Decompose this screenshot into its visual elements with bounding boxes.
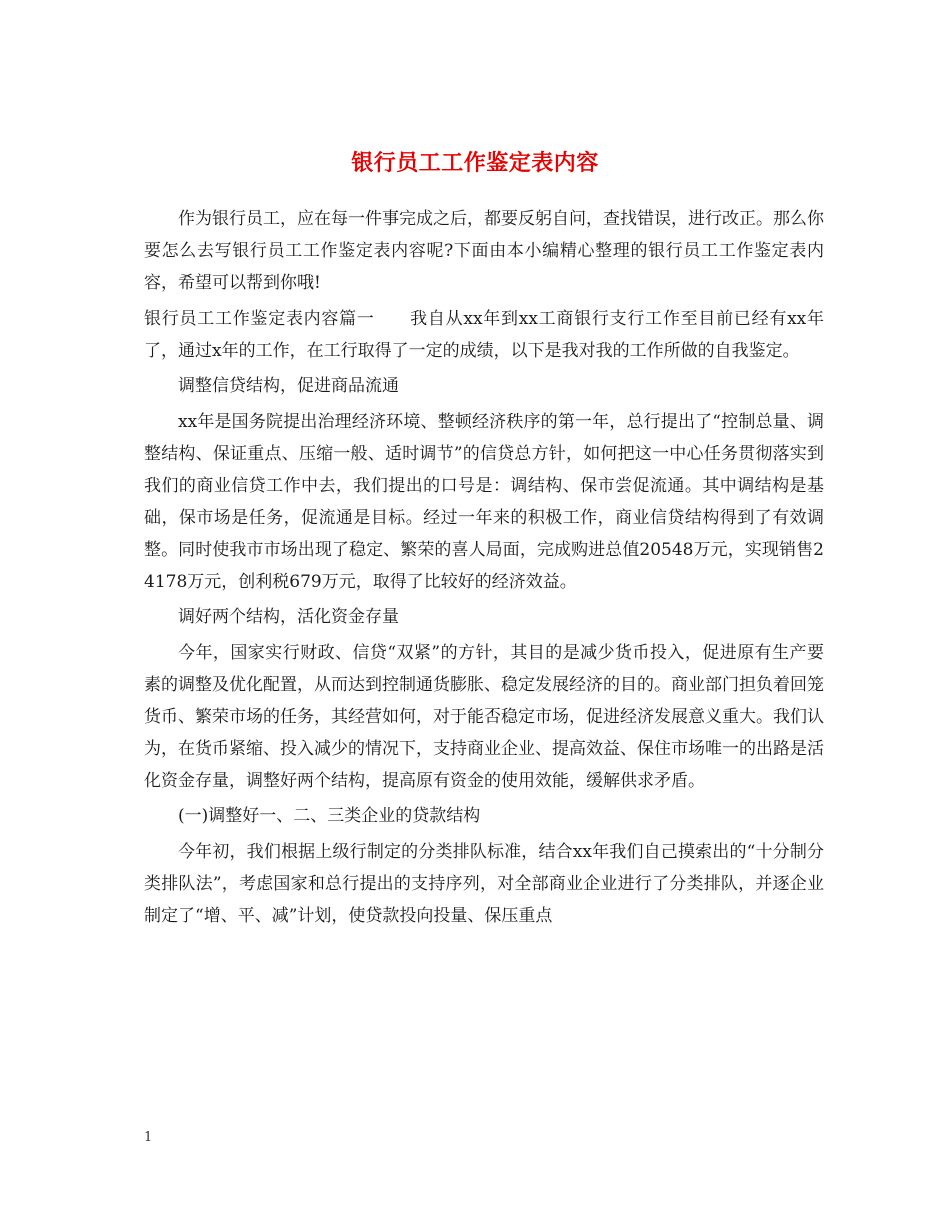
document-title: 银行员工工作鉴定表内容 xyxy=(351,149,599,176)
paragraph-two-structures: 今年，国家实行财政、信贷“双紧”的方针，其目的是减少货币投入，促进原有生产要素的调整及优化配置，从而达到控制通货膨胀、稳定发展经济的目的。商业部门担负着回笼货币、繁荣市场的任务，其经营如何，对于能否稳定市场，促进经济发展意义重大。我们认为，在货币紧缩、投入减少的情况下，支持商业企业、提高效益、保住市场唯一的出路是活化资金存量，调整好两个结构，提高原有资金的使用效能，缓解供求矛盾。 xyxy=(144,642,824,791)
paragraph-loan-structure: 今年初，我们根据上级行制定的分类排队标准，结合xx年我们自己摸索出的“十分制分类排队法”，考虑国家和总行提出的支持序列，对全部商业企业进行了分类排队，并逐企业制定了“增、平、减”计划，使贷款投向投量、保压重点 xyxy=(144,841,824,926)
section-heading-loan-structure: (一)调整好一、二、三类企业的贷款结构 xyxy=(178,806,481,826)
page-number: 1 xyxy=(144,1130,153,1145)
document-body xyxy=(144,203,824,935)
section-heading-two-structures: 调好两个结构，活化资金存量 xyxy=(178,607,399,627)
section-heading-credit-structure: 调整信贷结构，促进商品流通 xyxy=(178,376,399,396)
paragraph-intro: 作为银行员工，应在每一件事完成之后，都要反躬自问，查找错误，进行改正。那么你要怎么去写银行员工工作鉴定表内容呢?下面由本小编精心整理的银行员工工作鉴定表内容，希望可以帮到你哦! xyxy=(144,209,824,293)
paragraph-part-one: 银行员工工作鉴定表内容篇一 我自从xx年到xx工商银行支行工作至目前已经有xx年了，通过x年的工作，在工行取得了一定的成绩，以下是我对我的工作所做的自我鉴定。 xyxy=(144,308,824,361)
paragraph-credit-structure: xx年是国务院提出治理经济环境、整顿经济秩序的第一年，总行提出了“控制总量、调整结构、保证重点、压缩一般、适时调节”的信贷总方针，如何把这一中心任务贯彻落实到我们的商业信贷工作中去，我们提出的口号是：调结构、保市尝促流通。其中调结构是基础，保市场是任务，促流通是目标。经过一年来的积极工作，商业信贷结构得到了有效调整。同时使我市市场出现了稳定、繁荣的喜人局面，完成购进总值20548万元，实现销售24178万元，创利税679万元，取得了比较好的经济效益。 xyxy=(144,411,824,592)
